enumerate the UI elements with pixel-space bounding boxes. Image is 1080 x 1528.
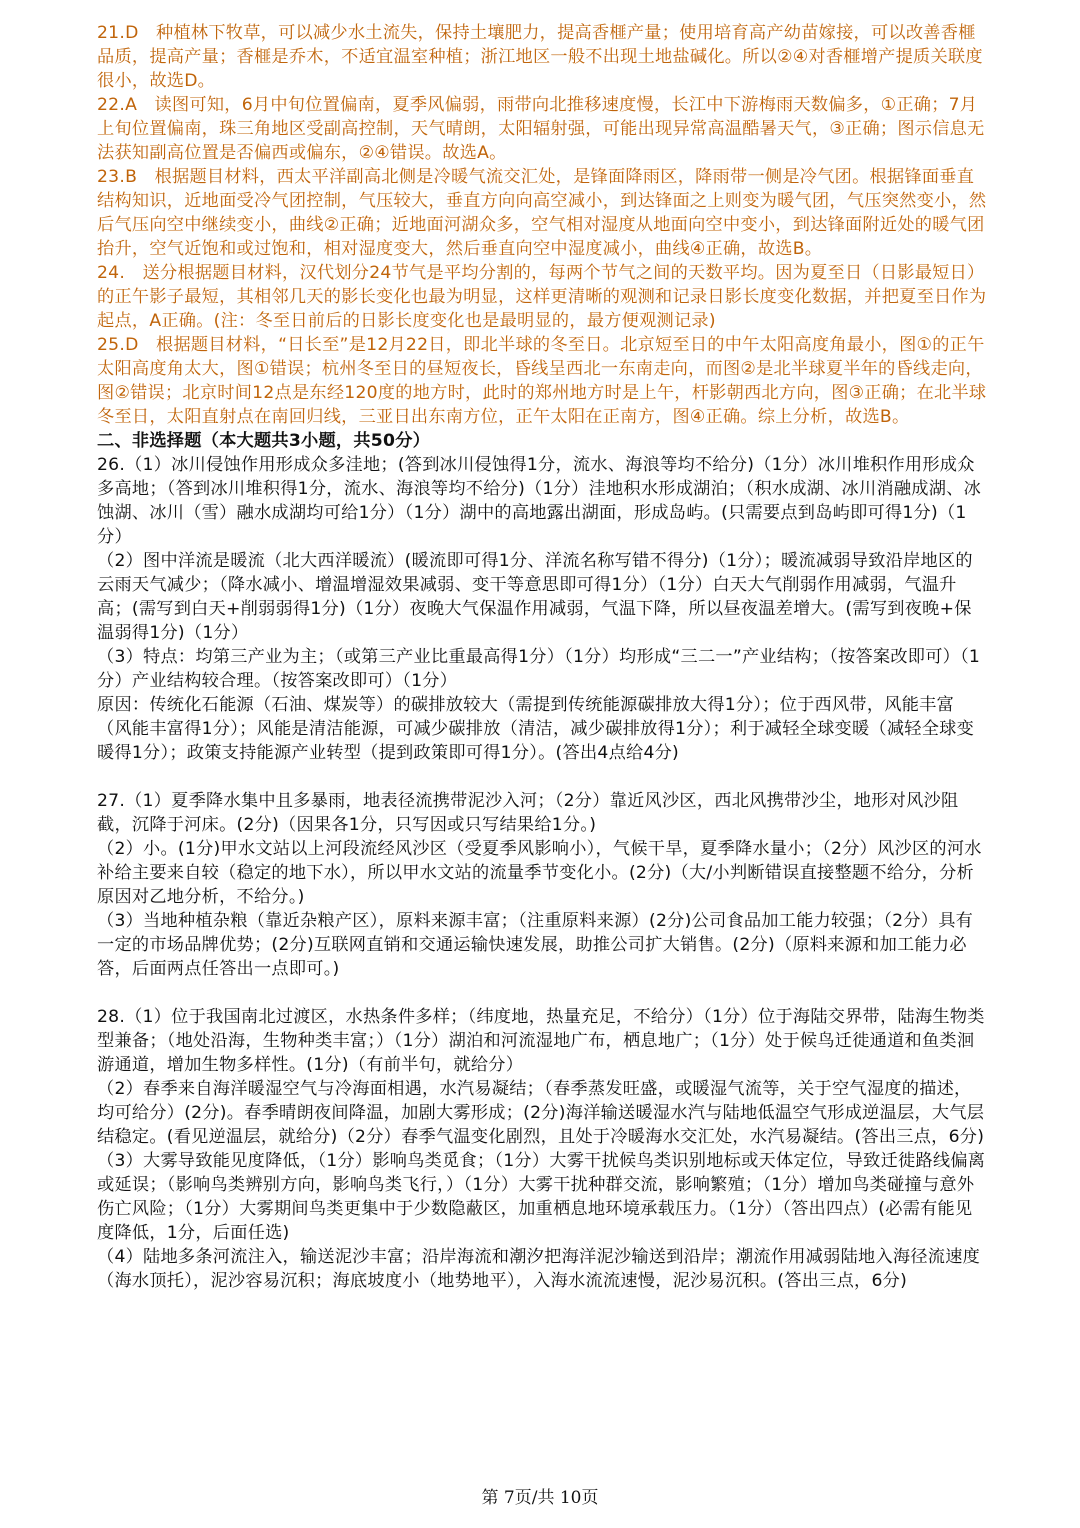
spacer <box>97 765 987 789</box>
answer-q26-part1: 26.（1）冰川侵蚀作用形成众多洼地；(答到冰川侵蚀得1分，流水、海浪等均不给分)（1分）冰川堆积作用形成众多高地；（答到冰川堆积得1分，流水、海浪等均不给分)（1分）洼地积水形成湖泊；（积水成湖、冰川消融成湖、冰蚀湖、冰川（雪）融水成湖均可给1分）（1分）湖中的高地露出湖面，形成岛屿。(只需要点到岛屿即可得1分)（1分） <box>97 455 982 547</box>
answer-q25: 25.D 根据题目材料，“日长至”是12月22日，即北半球的冬至日。北京短至日的中午太阳高度角最小，图①的正午太阳高度角太大，图①错误；杭州冬至日的昼短夜长，昏线呈西北一东南走向，而图②是北半球夏半年的昏线走向，图②错误；北京时间12点是东经120度的地方时，此时的郑州地方时是上午，杆影朝西北方向，图③正确；在北半球冬至日，太阳直射点在南回归线，三亚日出东南方位，正午太阳在正南方，图④正确。综上分析，故选B。 <box>97 335 987 427</box>
answer-q22: 22.A 读图可知，6月中旬位置偏南，夏季风偏弱，雨带向北推移速度慢，长江中下游梅雨天数偏多，①正确；7月上旬位置偏南，珠三角地区受副高控制，天气晴朗，太阳辐射强，可能出现异常高温酷暑天气，③正确；图示信息无法获知副高位置是否偏西或偏东，②④错误。故选A。 <box>97 95 985 163</box>
answer-document <box>97 21 987 1293</box>
answer-q26-reason: 原因：传统化石能源（石油、煤炭等）的碳排放较大（需提到传统能源碳排放大得1分）；位于西风带，风能丰富（风能丰富得1分）；风能是清洁能源，可减少碳排放（清洁，减少碳排放得1分）；利于减轻全球变暖（减轻全球变暖得1分）；政策支持能源产业转型（提到政策即可得1分）。(答出4点给4分) <box>97 695 975 763</box>
answer-q27-part3: （3）当地种植杂粮（靠近杂粮产区），原料来源丰富；（注重原料来源）(2分)公司食品加工能力较强；（2分）具有一定的市场品牌优势；(2分)互联网直销和交通运输快速发展，助推公司扩大销售。(2分)（原料来源和加工能力必答，后面两点任答出一点即可。) <box>97 911 974 979</box>
answer-q26-part3: （3）特点：均第三产业为主；（或第三产业比重最高得1分）（1分）均形成“三二一”产业结构；（按答案改即可）（1分）产业结构较合理。（按答案改即可）（1分） <box>97 647 981 691</box>
section-heading: 二、非选择题（本大题共3小题，共50分） <box>97 431 431 451</box>
answer-q28-part4: （4）陆地多条河流注入，输送泥沙丰富；沿岸海流和潮汐把海洋泥沙输送到沿岸；潮流作用减弱陆地入海径流速度（海水顶托），泥沙容易沉积；海底坡度小（地势地平），入海水流流速慢，泥沙易沉积。(答出三点，6分) <box>97 1247 981 1291</box>
answer-q21: 21.D 种植林下牧草，可以减少水土流失，保持土壤肥力，提高香榧产量；使用培育高产幼苗嫁接，可以改善香榧品质，提高产量；香榧是乔木，不适宜温室种植；浙江地区一般不出现土地盐碱化。所以②④对香榧增产提质关联度很小，故选D。 <box>97 23 983 91</box>
answer-q27-part2: （2）小。(1分)甲水文站以上河段流经风沙区（受夏季风影响小），气候干旱，夏季降水量小；（2分）风沙区的河水补给主要来自较（稳定的地下水），所以甲水文站的流量季节变化小。(2分)（大/小判断错误直接整题不给分，分析原因对乙地分析，不给分。) <box>97 839 982 907</box>
answer-q23: 23.B 根据题目材料，西太平洋副高北侧是冷暖气流交汇处，是锋面降雨区，降雨带一侧是冷气团。根据锋面垂直结构知识，近地面受冷气团控制，气压较大，垂直方向向高空减小，到达锋面之上则变为暖气团，气压突然变小，然后气压向空中继续变小，曲线②正确；近地面河湖众多，空气相对湿度从地面向空中变小，到达锋面附近处的暖气团抬升，空气近饱和或过饱和，相对湿度变大，然后垂直向空中湿度减小，曲线④正确，故选B。 <box>97 167 987 259</box>
answer-q24: 24. 送分根据题目材料，汉代划分24节气是平均分割的，每两个节气之间的天数平均。因为夏至日（日影最短日）的正午影子最短，其相邻几天的影长变化也最为明显，这样更清晰的观测和记录日影长度变化数据，并把夏至日作为起点，A正确。(注：冬至日前后的日影长度变化也是最明显的，最方便观测记录) <box>97 263 987 331</box>
page-number: 第 7页/共 10页 <box>481 1488 599 1508</box>
answer-q28-part2: （2）春季来自海洋暖湿空气与冷海面相遇，水汽易凝结；（春季蒸发旺盛，或暖湿气流等，关于空气湿度的描述，均可给分）(2分)。春季晴朗夜间降温，加剧大雾形成；(2分)海洋输送暖湿水汽与陆地低温空气形成逆温层，大气层结稳定。(看见逆温层，就给分)（2分）春季气温变化剧烈，且处于冷暖海水交汇处，水汽易凝结。(答出三点，6分) <box>97 1079 985 1147</box>
spacer <box>97 981 987 1005</box>
answer-q26-part2: （2）图中洋流是暖流（北大西洋暖流）(暖流即可得1分、洋流名称写错不得分)（1分）；暖流减弱导致沿岸地区的云雨天气减少；（降水减小、增温增湿效果减弱、变干等意思即可得1分）（1分）白天大气削弱作用减弱，气温升高；(需写到白天+削弱弱得1分)（1分）夜晚大气保温作用减弱，气温下降，所以昼夜温差增大。(需写到夜晚+保温弱得1分)（1分） <box>97 551 973 643</box>
answer-q28-part3: （3）大雾导致能见度降低，（1分）影响鸟类觅食；（1分）大雾干扰候鸟类识别地标或天体定位，导致迁徙路线偏离或延误；（影响鸟类辨别方向，影响鸟类飞行，）（1分）大雾干扰种群交流，影响繁殖；（1分）增加鸟类碰撞与意外伤亡风险；（1分）大雾期间鸟类更集中于少数隐蔽区，加重栖息地环境承载压力。（1分）（答出四点）(必需有能见度降低，1分，后面任选) <box>97 1151 986 1243</box>
answer-q28-part1: 28.（1）位于我国南北过渡区，水热条件多样；（纬度地，热量充足，不给分）（1分）位于海陆交界带，陆海生物类型兼备；（地处沿海，生物种类丰富；）（1分）湖泊和河流湿地广布，栖息地广；（1分）处于候鸟迁徙通道和鱼类洄游通道，增加生物多样性。(1分)（有前半句，就给分） <box>97 1007 985 1075</box>
answer-q27-part1: 27.（1）夏季降水集中且多暴雨，地表径流携带泥沙入河；（2分）靠近风沙区，西北风携带沙尘，地形对风沙阻截，沉降于河床。(2分)（因果各1分，只写因或只写结果给1分。) <box>97 791 959 835</box>
